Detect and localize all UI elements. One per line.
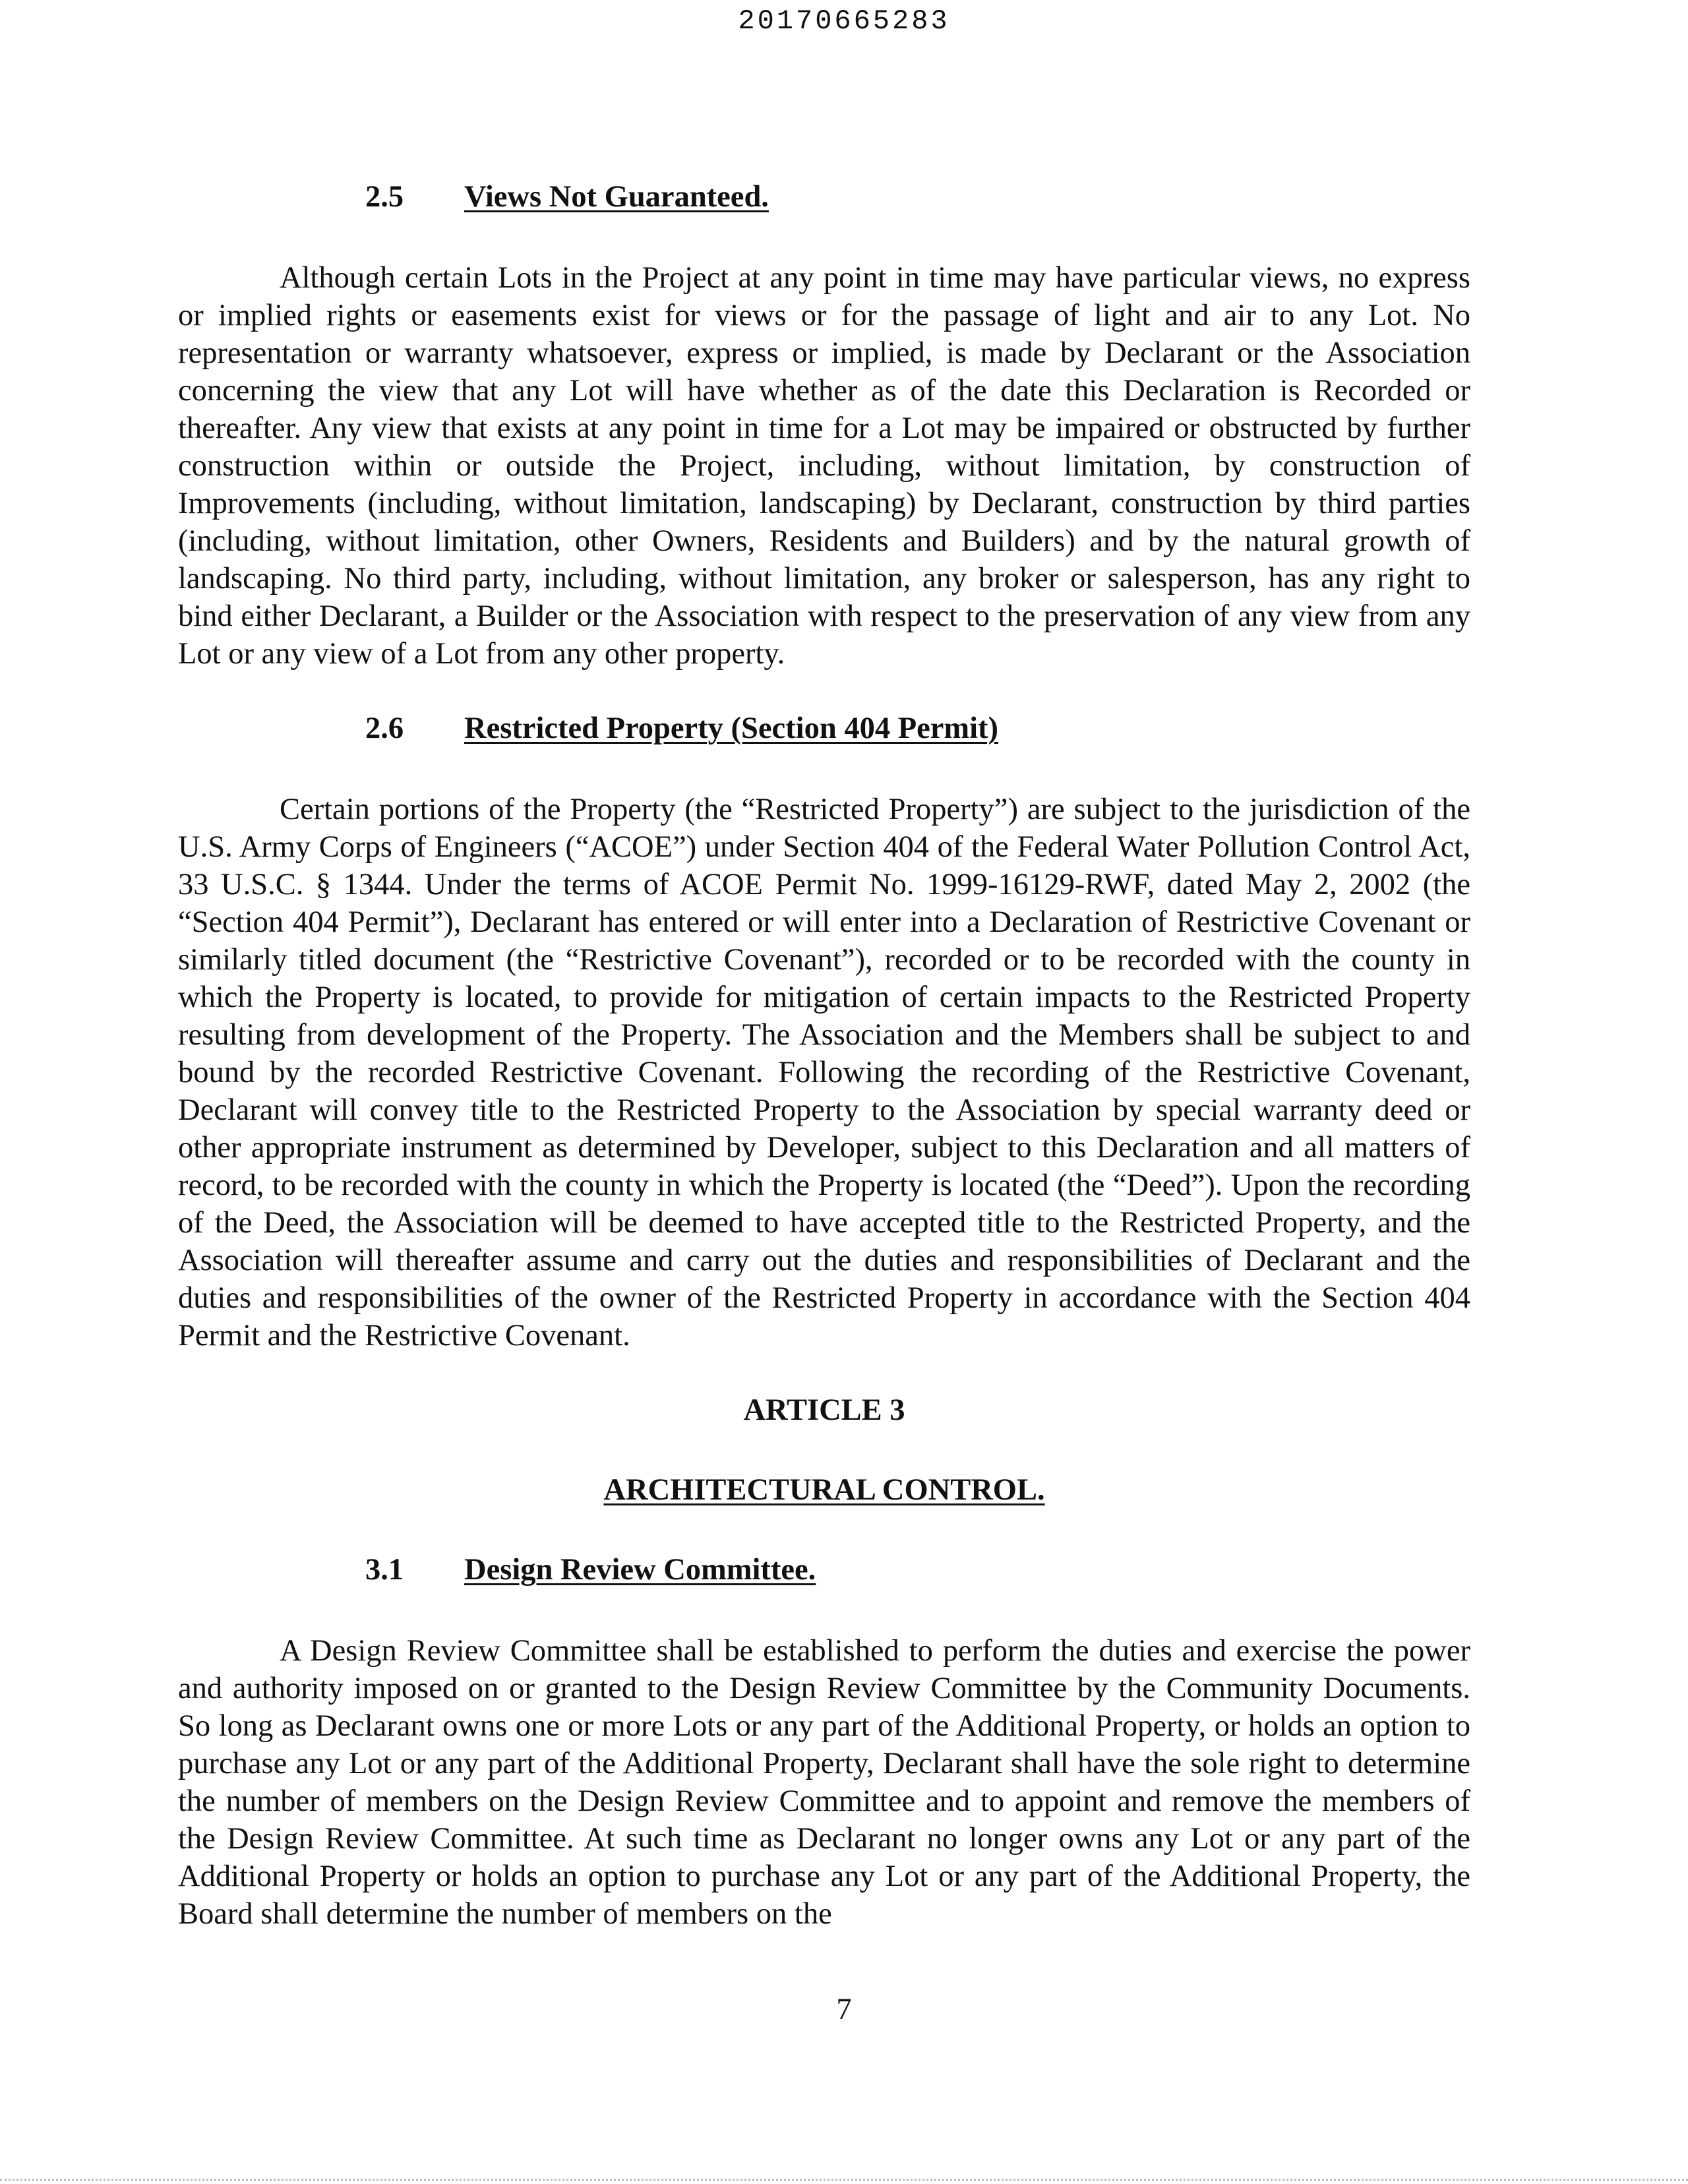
section-title: Design Review Committee. <box>464 1553 816 1587</box>
section-heading-2-6 <box>178 710 1470 747</box>
article-title: ARCHITECTURAL CONTROL. <box>603 1473 1045 1507</box>
section-number: 2.6 <box>365 712 404 745</box>
article-title-heading <box>178 1471 1470 1509</box>
section-paragraph-2-6: Certain portions of the Property (the “Restricted Property”) are subject to the jurisdiction of the U.S. Army Corps of Engineers (“ACOE”) under Section 404 of the Federal Water Pollution Control Act, 33 U.S.C. § 1344. Under the terms of ACOE Permit No. 1999-16129-RWF, dated May 2, 2002 (the “Section 404 Permit”), Declarant has entered or will enter into a Declaration of Restrictive Covenant or similarly titled document (the “Restrictive Covenant”), recorded or to be recorded with the county in which the Property is located, to provide for mitigation of certain impacts to the Restricted Property resulting from development of the Property. The Association and the Members shall be subject to and bound by the recorded Restrictive Covenant. Following the recording of the Restrictive Covenant, Declarant will convey title to the Restricted Property to the Association by special warranty deed or other appropriate instrument as determined by Developer, subject to this Declaration and all matters of record, to be recorded with the county in which the Property is located (the “Deed”). Upon the recording of the Deed, the Association will be deemed to have accepted title to the Restricted Property, and the Association will thereafter assume and carry out the duties and responsibilities of Declarant and the duties and responsibilities of the owner of the Restricted Property in accordance with the Section 404 Permit and the Restrictive Covenant. <box>178 793 1470 1352</box>
scan-edge-line <box>0 2179 1688 2181</box>
article-label: ARTICLE 3 <box>743 1393 905 1427</box>
section-paragraph-2-5: Although certain Lots in the Project at any point in time may have particular views, no express or implied rights or easements exist for views or for the passage of light and air to any Lot. No representation or warranty whatsoever, express or implied, is made by Declarant or the Association concerning the view that any Lot will have whether as of the date this Declaration is Recorded or thereafter. Any view that exists at any point in time for a Lot may be impaired or obstructed by further construction within or outside the Project, including, without limitation, by construction of Improvements (including, without limitation, landscaping) by Declarant, construction by third parties (including, without limitation, other Owners, Residents and Builders) and by the natural growth of landscaping. No third party, including, without limitation, any broker or salesperson, has any right to bind either Declarant, a Builder or the Association with respect to the preservation of any view from any Lot or any view of a Lot from any other property. <box>178 261 1470 671</box>
section-number: 3.1 <box>365 1553 404 1587</box>
section-title: Views Not Guaranteed. <box>464 180 769 214</box>
page-content <box>178 178 1470 1970</box>
section-number: 2.5 <box>365 180 404 214</box>
section-heading-3-1 <box>178 1551 1470 1589</box>
section-paragraph-3-1: A Design Review Committee shall be established to perform the duties and exercise the power and authority imposed on or granted to the Design Review Committee by the Community Documents. So long as Declarant owns one or more Lots or any part of the Additional Property, or holds an option to purchase any Lot or any part of the Additional Property, Declarant shall have the sole right to determine the number of members on the Design Review Committee and to appoint and remove the members of the Design Review Committee. At such time as Declarant no longer owns any Lot or any part of the Additional Property or holds an option to purchase any Lot or any part of the Additional Property, the Board shall determine the number of members on the <box>178 1634 1470 1931</box>
section-title: Restricted Property (Section 404 Permit) <box>464 712 999 745</box>
page-number: 7 <box>836 1993 852 2026</box>
section-heading-2-5 <box>178 178 1470 216</box>
document-number: 20170665283 <box>738 5 950 37</box>
